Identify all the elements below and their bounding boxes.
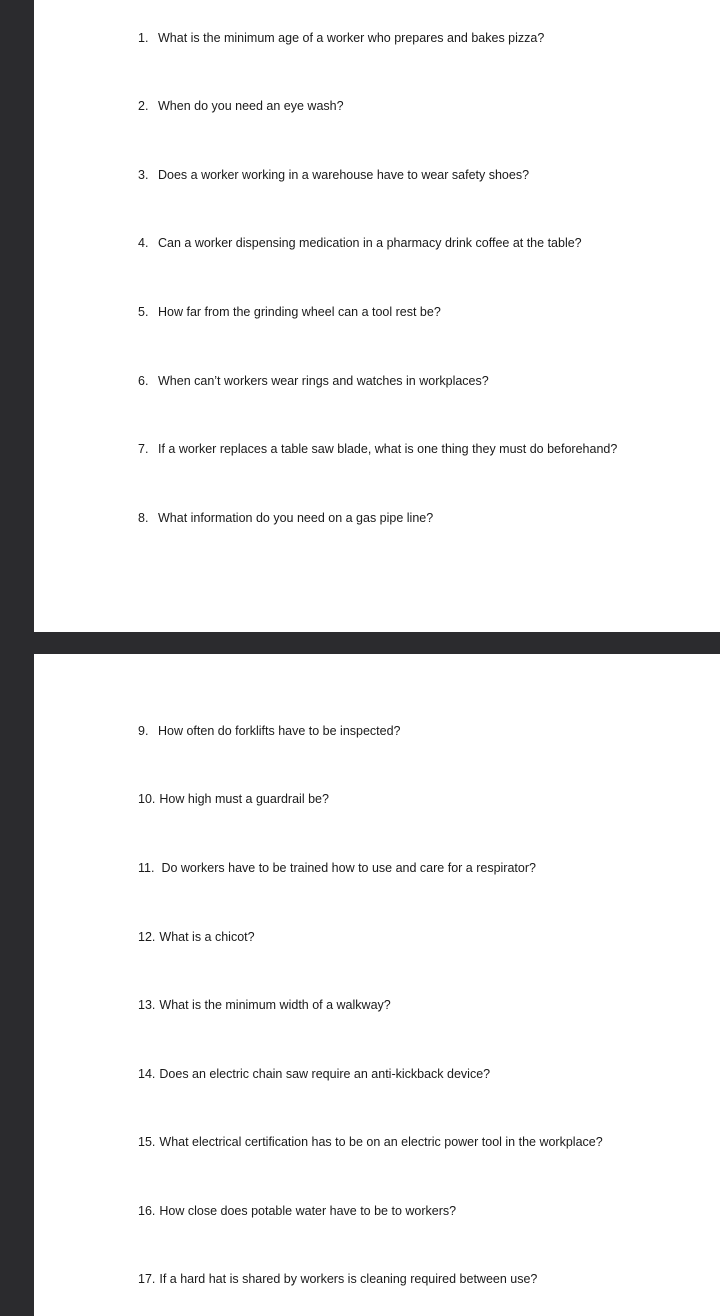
question-9 <box>138 723 401 739</box>
question-text: What information do you need on a gas pipe line? <box>158 511 434 525</box>
question-text: When do you need an eye wash? <box>158 99 344 113</box>
question-3 <box>138 167 529 183</box>
question-number: 9. <box>138 724 149 738</box>
question-text: Does an electric chain saw require an anti-kickback device? <box>159 1067 491 1081</box>
question-5 <box>138 304 441 320</box>
question-number: 16. <box>138 1204 156 1218</box>
question-7 <box>138 441 617 457</box>
question-text: If a worker replaces a table saw blade, what is one thing they must do beforehand? <box>158 442 618 456</box>
question-text: How often do forklifts have to be inspected? <box>158 724 401 738</box>
question-16 <box>138 1203 456 1219</box>
question-text: What is the minimum age of a worker who prepares and bakes pizza? <box>158 31 545 45</box>
question-12 <box>138 929 255 945</box>
question-text: Do workers have to be trained how to use and care for a respirator? <box>161 861 536 875</box>
question-17 <box>138 1271 537 1287</box>
question-number: 13. <box>138 998 156 1012</box>
question-number: 6. <box>138 374 149 388</box>
question-number: 17. <box>138 1272 156 1286</box>
question-4 <box>138 235 582 251</box>
question-text: How close does potable water have to be to workers? <box>159 1204 457 1218</box>
question-text: How far from the grinding wheel can a tool rest be? <box>158 305 441 319</box>
question-text: If a hard hat is shared by workers is cleaning required between use? <box>159 1272 538 1286</box>
question-10 <box>138 791 329 807</box>
question-8 <box>138 510 433 526</box>
question-number: 1. <box>138 31 149 45</box>
question-text: Does a worker working in a warehouse have to wear safety shoes? <box>158 168 530 182</box>
question-13 <box>138 997 391 1013</box>
question-6 <box>138 373 489 389</box>
question-number: 5. <box>138 305 149 319</box>
question-1 <box>138 30 544 46</box>
question-11 <box>138 860 536 876</box>
question-number: 7. <box>138 442 149 456</box>
question-text: What is a chicot? <box>159 930 255 944</box>
question-number: 8. <box>138 511 149 525</box>
document-page-1 <box>34 0 720 632</box>
question-text: How high must a guardrail be? <box>159 792 329 806</box>
question-number: 3. <box>138 168 149 182</box>
question-number: 4. <box>138 236 149 250</box>
question-number: 12. <box>138 930 156 944</box>
question-number: 2. <box>138 99 149 113</box>
question-text: What electrical certification has to be on an electric power tool in the workplace? <box>159 1135 603 1149</box>
question-number: 10. <box>138 792 156 806</box>
question-2 <box>138 98 344 114</box>
question-text: Can a worker dispensing medication in a pharmacy drink coffee at the table? <box>158 236 582 250</box>
document-page-2 <box>34 654 720 1316</box>
question-text: What is the minimum width of a walkway? <box>159 998 391 1012</box>
question-number: 14. <box>138 1067 156 1081</box>
question-text: When can’t workers wear rings and watches in workplaces? <box>158 374 489 388</box>
question-14 <box>138 1066 490 1082</box>
question-number: 11. <box>138 861 155 875</box>
question-number: 15. <box>138 1135 156 1149</box>
question-15 <box>138 1134 603 1150</box>
